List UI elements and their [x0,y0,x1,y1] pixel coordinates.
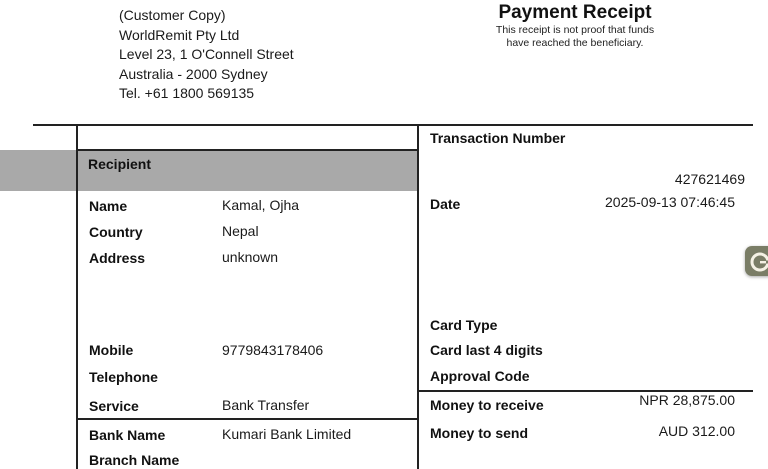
service-value: Bank Transfer [222,397,310,413]
company-phone: Tel. +61 1800 569135 [119,85,255,102]
approval-code-label: Approval Code [430,368,530,384]
grammar-assistant-button[interactable] [745,246,768,276]
receipt-title: Payment Receipt [498,2,652,23]
bank-section-border [77,418,418,420]
address-line-1: Level 23, 1 O'Connell Street [119,46,294,63]
name-label: Name [89,198,128,214]
bank-name-label: Bank Name [89,427,166,443]
recipient-band-top-border [77,149,418,151]
card-last4-label: Card last 4 digits [430,342,543,358]
table-top-border [33,124,753,126]
money-to-receive-value: NPR 28,875.00 [639,392,735,408]
money-to-send-value: AUD 312.00 [658,423,735,439]
recipient-section-band [0,150,418,191]
date-label: Date [430,196,461,212]
card-type-label: Card Type [430,317,498,333]
country-value: Nepal [222,223,259,239]
money-to-send-label: Money to send [430,425,529,441]
recipient-section-label: Recipient [88,156,152,172]
company-name: WorldRemit Pty Ltd [119,26,240,43]
name-value: Kamal, Ojha [222,197,300,213]
branch-name-label: Branch Name [89,452,180,468]
address-label: Address [89,250,146,266]
service-label: Service [89,398,139,414]
bank-name-value: Kumari Bank Limited [222,426,352,442]
country-label: Country [89,224,143,240]
telephone-label: Telephone [89,369,158,385]
grammar-assistant-icon [749,251,768,273]
mobile-label: Mobile [89,342,134,358]
mobile-value: 9779843178406 [222,342,324,358]
transaction-number-label: Transaction Number [430,130,566,146]
transaction-number-value: 427621469 [674,171,745,187]
money-to-receive-label: Money to receive [430,397,544,413]
disclaimer-line-2: have reached the beneficiary. [506,37,644,49]
receipt-disclaimer [470,24,680,50]
address-line-2: Australia - 2000 Sydney [119,65,268,82]
disclaimer-line-1: This receipt is not proof that funds [495,24,655,36]
date-value: 2025-09-13 07:46:45 [605,194,735,210]
customer-copy-label: (Customer Copy) [119,7,226,23]
address-value: unknown [222,249,279,265]
company-address-block [119,6,294,104]
